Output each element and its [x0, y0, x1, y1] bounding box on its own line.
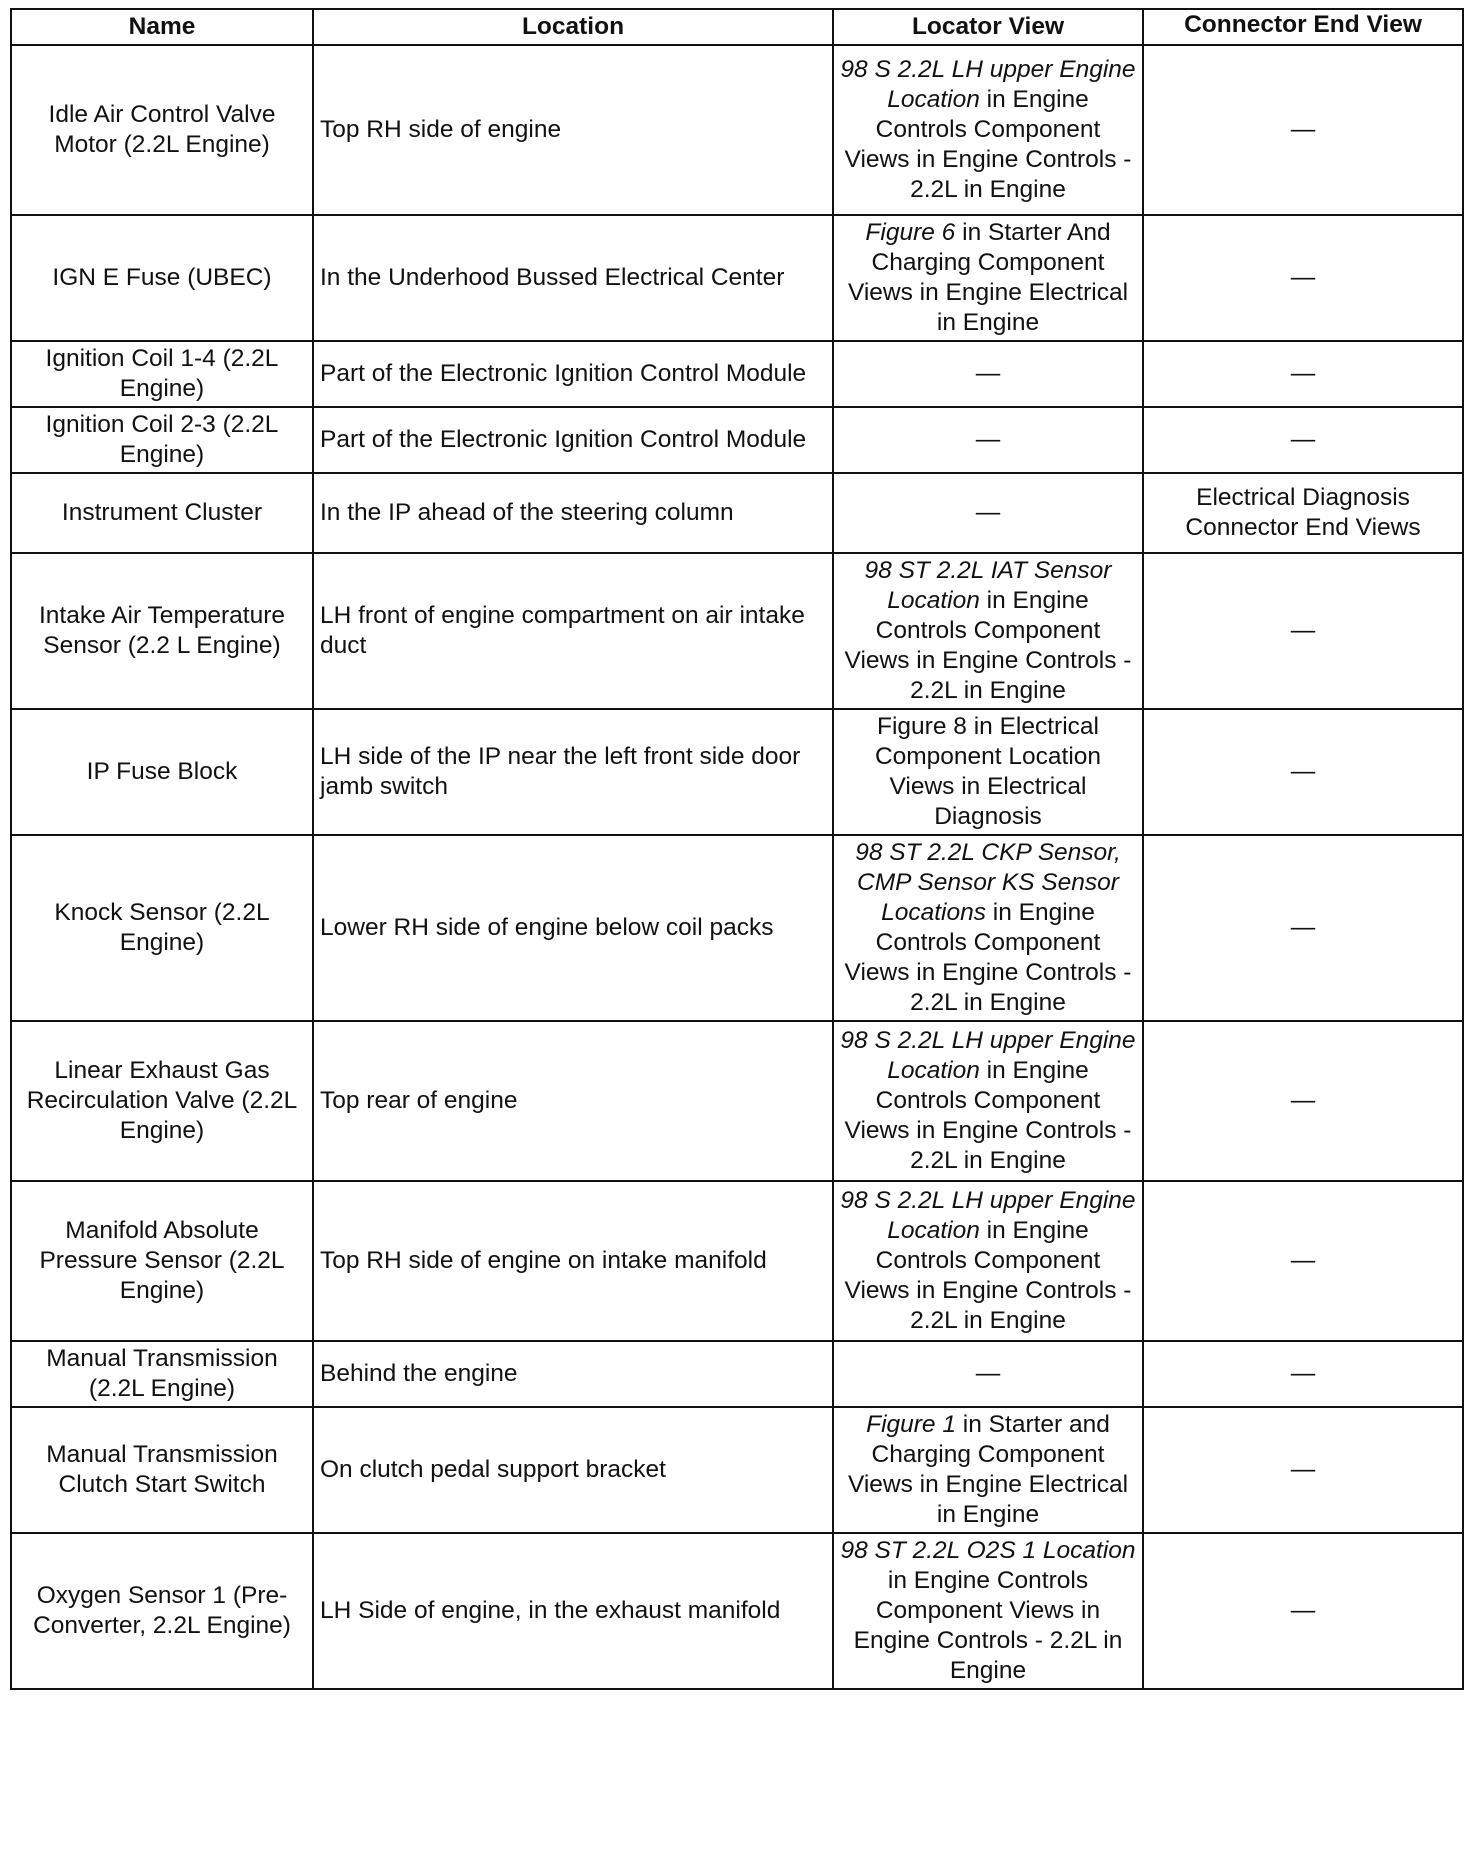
locator-view-figure-ref: Figure 6 [865, 219, 956, 246]
component-name: Linear Exhaust Gas Recirculation Valve (2.2L Engine) [11, 1021, 313, 1181]
component-name: Manual Transmission Clutch Start Switch [11, 1407, 313, 1533]
locator-view [833, 215, 1143, 341]
locator-view-figure-ref: 98 S 2.2L LH upper Engine Location [840, 56, 1136, 113]
table-body [11, 45, 1463, 1689]
component-name: Ignition Coil 1-4 (2.2L Engine) [11, 341, 313, 407]
component-location: Lower RH side of engine below coil packs [313, 835, 833, 1021]
component-location: Top rear of engine [313, 1021, 833, 1181]
locator-view-figure-ref: 98 ST 2.2L CKP Sensor, CMP Sensor KS Sensor Locations [855, 839, 1121, 926]
connector-end-view: — [1143, 215, 1463, 341]
component-location: Part of the Electronic Ignition Control Module [313, 407, 833, 473]
table-row [11, 473, 1463, 553]
locator-view-text: in Engine Controls Component Views in Engine Controls - 2.2L in Engine [844, 1057, 1132, 1174]
connector-end-view: — [1143, 709, 1463, 835]
locator-view-text: — [975, 360, 1001, 387]
connector-end-view: — [1143, 1533, 1463, 1689]
component-name: Ignition Coil 2-3 (2.2L Engine) [11, 407, 313, 473]
connector-end-view: — [1143, 1341, 1463, 1407]
component-name: Intake Air Temperature Sensor (2.2 L Engine) [11, 553, 313, 709]
locator-view-text: in Starter and Charging Component Views in Engine Electrical in Engine [847, 1411, 1129, 1528]
connector-end-view: — [1143, 835, 1463, 1021]
locator-view-text: — [975, 426, 1001, 453]
connector-end-view: — [1143, 553, 1463, 709]
component-location: On clutch pedal support bracket [313, 1407, 833, 1533]
locator-view [833, 407, 1143, 473]
component-name: Oxygen Sensor 1 (Pre-Converter, 2.2L Engine) [11, 1533, 313, 1689]
component-name: Idle Air Control Valve Motor (2.2L Engine) [11, 45, 313, 215]
component-name: IP Fuse Block [11, 709, 313, 835]
header-location: Location [313, 9, 833, 45]
component-location: Part of the Electronic Ignition Control Module [313, 341, 833, 407]
locator-view [833, 1407, 1143, 1533]
component-name: Manifold Absolute Pressure Sensor (2.2L Engine) [11, 1181, 313, 1341]
table-row [11, 1181, 1463, 1341]
locator-view-text: in Starter And Charging Component Views in Engine Electrical in Engine [847, 219, 1129, 336]
locator-view [833, 1021, 1143, 1181]
table-row [11, 215, 1463, 341]
header-connector-end-view: Connector End View [1143, 9, 1463, 45]
connector-end-view: — [1143, 1181, 1463, 1341]
component-location: LH side of the IP near the left front side door jamb switch [313, 709, 833, 835]
connector-end-view: Electrical Diagnosis Connector End Views [1143, 473, 1463, 553]
locator-view-text: in Engine Controls Component Views in Engine Controls - 2.2L in Engine [844, 899, 1132, 1016]
locator-view-figure-ref: 98 ST 2.2L IAT Sensor Location [864, 557, 1112, 614]
locator-view [833, 1341, 1143, 1407]
component-location: LH Side of engine, in the exhaust manifold [313, 1533, 833, 1689]
component-location: In the Underhood Bussed Electrical Center [313, 215, 833, 341]
locator-view-text: — [975, 1360, 1001, 1387]
header-row [11, 9, 1463, 45]
locator-view [833, 473, 1143, 553]
table-row [11, 1407, 1463, 1533]
table-row [11, 553, 1463, 709]
locator-view-figure-ref: 98 S 2.2L LH upper Engine Location [840, 1187, 1136, 1244]
connector-end-view: — [1143, 45, 1463, 215]
locator-view [833, 553, 1143, 709]
table-header [11, 9, 1463, 45]
locator-view [833, 1181, 1143, 1341]
component-location: Top RH side of engine on intake manifold [313, 1181, 833, 1341]
connector-end-view: — [1143, 407, 1463, 473]
table-row [11, 341, 1463, 407]
table-row [11, 45, 1463, 215]
component-location: Top RH side of engine [313, 45, 833, 215]
connector-end-view: — [1143, 1407, 1463, 1533]
table-row [11, 1533, 1463, 1689]
locator-view-text: Figure 8 in Electrical Component Location Views in Electrical Diagnosis [874, 713, 1102, 830]
locator-view-text: in Engine Controls Component Views in Engine Controls - 2.2L in Engine [844, 86, 1132, 203]
locator-view [833, 835, 1143, 1021]
locator-view-figure-ref: Figure 1 [866, 1411, 956, 1438]
locator-view-text: in Engine Controls Component Views in Engine Controls - 2.2L in Engine [844, 1217, 1132, 1334]
component-name: Instrument Cluster [11, 473, 313, 553]
table-row [11, 709, 1463, 835]
locator-view-figure-ref: 98 S 2.2L LH upper Engine Location [840, 1027, 1136, 1084]
component-name: Manual Transmission (2.2L Engine) [11, 1341, 313, 1407]
connector-end-view: — [1143, 341, 1463, 407]
component-name: IGN E Fuse (UBEC) [11, 215, 313, 341]
locator-view-text: in Engine Controls Component Views in Engine Controls - 2.2L in Engine [853, 1567, 1123, 1684]
table-row [11, 1021, 1463, 1181]
table-row [11, 407, 1463, 473]
header-name: Name [11, 9, 313, 45]
locator-view [833, 709, 1143, 835]
header-locator-view: Locator View [833, 9, 1143, 45]
locator-view-text: in Engine Controls Component Views in Engine Controls - 2.2L in Engine [844, 587, 1132, 704]
component-location: In the IP ahead of the steering column [313, 473, 833, 553]
table-row [11, 1341, 1463, 1407]
table-row [11, 835, 1463, 1021]
locator-view-figure-ref: 98 ST 2.2L O2S 1 Location [840, 1537, 1136, 1564]
locator-view-text: — [975, 499, 1001, 526]
locator-view [833, 341, 1143, 407]
locator-view [833, 45, 1143, 215]
locator-view [833, 1533, 1143, 1689]
connector-end-view: — [1143, 1021, 1463, 1181]
component-location: LH front of engine compartment on air intake duct [313, 553, 833, 709]
component-locator-table [10, 8, 1464, 1690]
component-name: Knock Sensor (2.2L Engine) [11, 835, 313, 1021]
component-location: Behind the engine [313, 1341, 833, 1407]
